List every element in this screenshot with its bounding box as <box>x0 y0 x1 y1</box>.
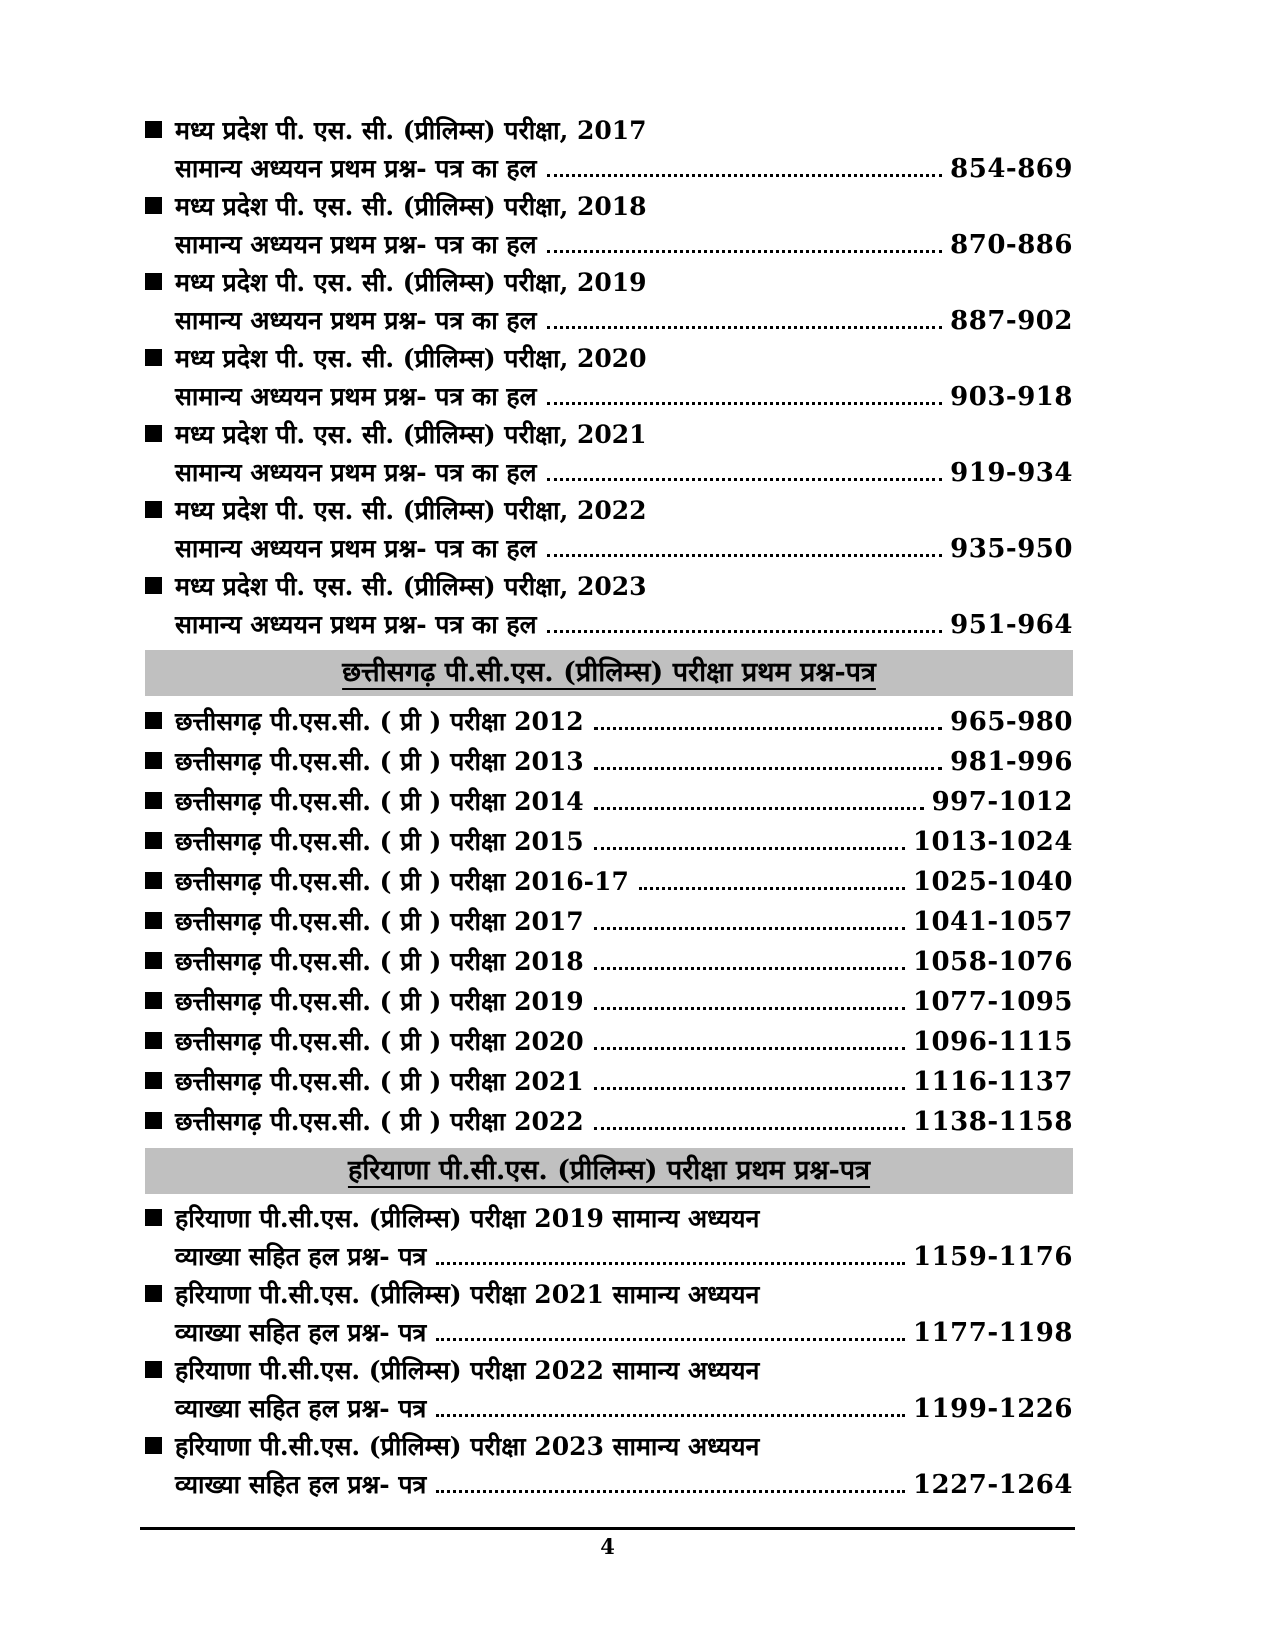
toc-entry <box>145 942 1073 982</box>
entry-title: मध्य प्रदेश पी. एस. सी. (प्रीलिम्स) परीक्षा, 2021 <box>175 420 647 449</box>
entry-title: छत्तीसगढ़ पी.एस.सी. ( प्री ) परीक्षा 2015 <box>175 827 584 856</box>
entry-title: छत्तीसगढ़ पी.एस.सी. ( प्री ) परीक्षा 2013 <box>175 747 584 776</box>
square-bullet-icon <box>145 425 162 442</box>
entry-page-range: 870-886 <box>950 230 1073 260</box>
toc-entry <box>145 1352 1073 1428</box>
entry-page-range: 1227-1264 <box>912 1470 1073 1500</box>
dot-leader <box>547 250 943 253</box>
entry-title: हरियाणा पी.सी.एस. (प्रीलिम्स) परीक्षा 2021 सामान्य अध्ययन <box>175 1280 760 1309</box>
square-bullet-icon <box>145 501 162 518</box>
entry-page-range: 997-1012 <box>931 787 1073 817</box>
toc-entry <box>145 982 1073 1022</box>
entry-page-range: 1077-1095 <box>912 987 1073 1017</box>
dot-leader <box>594 927 905 930</box>
square-bullet-icon <box>145 1032 162 1049</box>
toc-entry <box>145 822 1073 862</box>
toc-entry <box>145 862 1073 902</box>
entry-subtitle: व्याख्या सहित हल प्रश्न- पत्र <box>175 1318 427 1347</box>
entry-title: छत्तीसगढ़ पी.एस.सी. ( प्री ) परीक्षा 2022 <box>175 1107 584 1136</box>
section-header <box>145 650 1073 696</box>
footer-rule <box>140 1527 1075 1530</box>
square-bullet-icon <box>145 1285 162 1302</box>
entry-title: मध्य प्रदेश पी. एस. सी. (प्रीलिम्स) परीक्षा, 2022 <box>175 496 647 525</box>
toc-entry <box>145 1276 1073 1352</box>
section-header-label: छत्तीसगढ़ पी.सी.एस. (प्रीलिम्स) परीक्षा प्रथम प्रश्न-पत्र <box>342 657 876 688</box>
entry-title: छत्तीसगढ़ पी.एस.सी. ( प्री ) परीक्षा 2018 <box>175 947 584 976</box>
toc-entry <box>145 112 1073 188</box>
dot-leader <box>547 326 943 329</box>
toc-entry <box>145 1102 1073 1142</box>
square-bullet-icon <box>145 121 162 138</box>
toc-entry <box>145 1428 1073 1504</box>
section-header-label: हरियाणा पी.सी.एस. (प्रीलिम्स) परीक्षा प्रथम प्रश्न-पत्र <box>347 1155 871 1186</box>
toc-entry <box>145 416 1073 492</box>
toc-content <box>145 112 1073 1504</box>
toc-entry <box>145 492 1073 568</box>
entry-subtitle: व्याख्या सहित हल प्रश्न- पत्र <box>175 1470 427 1499</box>
dot-leader <box>594 1127 905 1130</box>
entry-title: हरियाणा पी.सी.एस. (प्रीलिम्स) परीक्षा 2022 सामान्य अध्ययन <box>175 1356 760 1385</box>
square-bullet-icon <box>145 832 162 849</box>
entry-subtitle: सामान्य अध्ययन प्रथम प्रश्न- पत्र का हल <box>175 382 537 411</box>
dot-leader <box>436 1490 905 1493</box>
entry-title: मध्य प्रदेश पी. एस. सी. (प्रीलिम्स) परीक्षा, 2017 <box>175 116 647 145</box>
toc-entry <box>145 702 1073 742</box>
square-bullet-icon <box>145 1112 162 1129</box>
square-bullet-icon <box>145 1361 162 1378</box>
square-bullet-icon <box>145 273 162 290</box>
dot-leader <box>594 767 942 770</box>
square-bullet-icon <box>145 752 162 769</box>
entry-title: मध्य प्रदेश पी. एस. सी. (प्रीलिम्स) परीक्षा, 2018 <box>175 192 647 221</box>
entry-title: छत्तीसगढ़ पी.एस.सी. ( प्री ) परीक्षा 2020 <box>175 1027 584 1056</box>
entry-page-range: 1199-1226 <box>912 1394 1073 1424</box>
dot-leader <box>594 967 905 970</box>
dot-leader <box>594 727 942 730</box>
entry-title: मध्य प्रदेश पी. एस. सी. (प्रीलिम्स) परीक्षा, 2023 <box>175 572 647 601</box>
square-bullet-icon <box>145 992 162 1009</box>
entry-page-range: 854-869 <box>950 154 1073 184</box>
entry-title: छत्तीसगढ़ पी.एस.सी. ( प्री ) परीक्षा 2014 <box>175 787 584 816</box>
square-bullet-icon <box>145 1209 162 1226</box>
entry-subtitle: सामान्य अध्ययन प्रथम प्रश्न- पत्र का हल <box>175 154 537 183</box>
entry-page-range: 1159-1176 <box>912 1242 1073 1272</box>
dot-leader <box>594 1007 905 1010</box>
dot-leader <box>547 630 943 633</box>
dot-leader <box>594 807 924 810</box>
dot-leader <box>639 887 905 890</box>
entry-page-range: 1058-1076 <box>912 947 1073 977</box>
entry-page-range: 1138-1158 <box>912 1107 1073 1137</box>
entry-subtitle: सामान्य अध्ययन प्रथम प्रश्न- पत्र का हल <box>175 458 537 487</box>
toc-entry <box>145 188 1073 264</box>
square-bullet-icon <box>145 577 162 594</box>
dot-leader <box>547 402 943 405</box>
entry-subtitle: व्याख्या सहित हल प्रश्न- पत्र <box>175 1242 427 1271</box>
dot-leader <box>547 174 943 177</box>
entry-subtitle: व्याख्या सहित हल प्रश्न- पत्र <box>175 1394 427 1423</box>
entry-title: छत्तीसगढ़ पी.एस.सी. ( प्री ) परीक्षा 2012 <box>175 707 584 736</box>
square-bullet-icon <box>145 952 162 969</box>
square-bullet-icon <box>145 349 162 366</box>
dot-leader <box>436 1262 905 1265</box>
entry-title: छत्तीसगढ़ पी.एस.सी. ( प्री ) परीक्षा 2016-17 <box>175 867 629 896</box>
toc-entry <box>145 1022 1073 1062</box>
toc-entry <box>145 1062 1073 1102</box>
entry-page-range: 951-964 <box>950 610 1073 640</box>
entry-subtitle: सामान्य अध्ययन प्रथम प्रश्न- पत्र का हल <box>175 306 537 335</box>
square-bullet-icon <box>145 912 162 929</box>
entry-title: मध्य प्रदेश पी. एस. सी. (प्रीलिम्स) परीक्षा, 2019 <box>175 268 647 297</box>
entry-title: छत्तीसगढ़ पी.एस.सी. ( प्री ) परीक्षा 2019 <box>175 987 584 1016</box>
square-bullet-icon <box>145 712 162 729</box>
toc-entry <box>145 568 1073 644</box>
square-bullet-icon <box>145 792 162 809</box>
entry-page-range: 903-918 <box>950 382 1073 412</box>
toc-entry <box>145 264 1073 340</box>
entry-subtitle: सामान्य अध्ययन प्रथम प्रश्न- पत्र का हल <box>175 230 537 259</box>
entry-page-range: 1041-1057 <box>912 907 1073 937</box>
section-header <box>145 1148 1073 1194</box>
dot-leader <box>547 554 943 557</box>
square-bullet-icon <box>145 1437 162 1454</box>
square-bullet-icon <box>145 872 162 889</box>
page-number: 4 <box>600 1534 615 1559</box>
dot-leader <box>594 1047 905 1050</box>
entry-page-range: 981-996 <box>950 747 1073 777</box>
entry-subtitle: सामान्य अध्ययन प्रथम प्रश्न- पत्र का हल <box>175 534 537 563</box>
entry-title: छत्तीसगढ़ पी.एस.सी. ( प्री ) परीक्षा 2021 <box>175 1067 584 1096</box>
entry-page-range: 919-934 <box>950 458 1073 488</box>
entry-page-range: 1177-1198 <box>912 1318 1073 1348</box>
entry-title: छत्तीसगढ़ पी.एस.सी. ( प्री ) परीक्षा 2017 <box>175 907 584 936</box>
square-bullet-icon <box>145 197 162 214</box>
toc-entry <box>145 340 1073 416</box>
square-bullet-icon <box>145 1072 162 1089</box>
entry-page-range: 965-980 <box>950 707 1073 737</box>
dot-leader <box>436 1338 905 1341</box>
entry-title: हरियाणा पी.सी.एस. (प्रीलिम्स) परीक्षा 2019 सामान्य अध्ययन <box>175 1204 760 1233</box>
dot-leader <box>436 1414 905 1417</box>
dot-leader <box>594 1087 905 1090</box>
entry-page-range: 887-902 <box>950 306 1073 336</box>
entry-title: मध्य प्रदेश पी. एस. सी. (प्रीलिम्स) परीक्षा, 2020 <box>175 344 647 373</box>
entry-page-range: 1116-1137 <box>912 1067 1073 1097</box>
dot-leader <box>547 478 943 481</box>
entry-page-range: 1096-1115 <box>912 1027 1073 1057</box>
toc-entry <box>145 742 1073 782</box>
toc-entry <box>145 902 1073 942</box>
entry-page-range: 1025-1040 <box>912 867 1073 897</box>
entry-page-range: 1013-1024 <box>912 827 1073 857</box>
toc-entry <box>145 782 1073 822</box>
entry-page-range: 935-950 <box>950 534 1073 564</box>
entry-subtitle: सामान्य अध्ययन प्रथम प्रश्न- पत्र का हल <box>175 610 537 639</box>
dot-leader <box>594 847 905 850</box>
toc-entry <box>145 1200 1073 1276</box>
entry-title: हरियाणा पी.सी.एस. (प्रीलिम्स) परीक्षा 2023 सामान्य अध्ययन <box>175 1432 760 1461</box>
